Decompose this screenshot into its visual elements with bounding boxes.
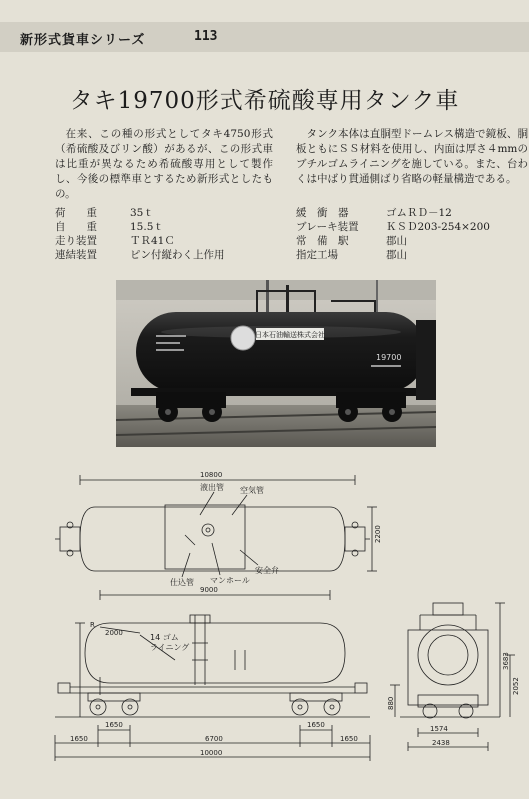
dim-height-coupler: 880 [387, 696, 395, 710]
intro-left-text: 在来、この種の形式としてタキ4750形式（希硫酸及びリン酸）があるが、この形式車は比重が異なるため希硫酸専用として製作し、今後の標準車とするため新形式としたもの。 [55, 128, 273, 200]
series-title: 新形式貨車シリーズ [20, 33, 146, 48]
intro-left-column [55, 127, 273, 202]
spec-row [296, 248, 490, 262]
label-air-pipe: 空気管 [240, 486, 264, 495]
intro-right-column [296, 127, 528, 187]
dim-overall-length: 10800 [200, 471, 223, 479]
photo-tank-number: 19700 [376, 353, 402, 362]
tank-car-photo-image [116, 280, 436, 447]
intro-right-text: タンク本体は直胴型ドームレス構造で鏡板、胴板ともにＳＳ材料を使用し、内面は厚さ４mmのブチルゴムライニングを施している。また、台わくは中ばり貫通側ばり省略の軽量構造である。 [296, 128, 528, 185]
spec-key: 常 備 駅 [296, 235, 349, 247]
article-title: タキ19700形式希硫酸専用タンク車 [69, 88, 460, 114]
spec-row [55, 220, 225, 234]
dim-end-left: 1650 [70, 735, 88, 743]
dim-front-width-2: 2438 [432, 739, 450, 747]
spec-row [296, 234, 490, 248]
dim-tank-length: 9000 [200, 586, 218, 594]
spec-value: 郡山 [386, 249, 407, 261]
dim-end-right: 1650 [340, 735, 358, 743]
spec-row [55, 234, 225, 248]
dim-tank-radius: 2000 [105, 629, 123, 637]
label-rubber-lining-1: 14 ゴム [150, 633, 179, 642]
label-filling-pipe: 仕込管 [170, 578, 194, 587]
spec-value: ＴＲ41Ｃ [130, 235, 175, 247]
spec-value: ピン付縦わく上作用 [130, 249, 225, 261]
dim-bogie-wb-right: 1650 [307, 721, 325, 729]
dim-plan-width: 2200 [374, 525, 382, 543]
spec-key: 緩 衝 器 [296, 207, 349, 219]
spec-value: 35ｔ [130, 207, 154, 219]
spec-key: 指定工場 [296, 249, 338, 261]
technical-drawing [0, 455, 529, 785]
spec-key: ブレーキ装置 [296, 221, 359, 233]
dim-bogie-wb-left: 1650 [105, 721, 123, 729]
spec-key: 自 重 [55, 221, 97, 233]
spec-value: 郡山 [386, 235, 407, 247]
spec-row [55, 248, 225, 262]
spec-key: 荷 重 [55, 207, 97, 219]
label-liquid-outlet: 液出管 [200, 483, 224, 492]
spec-key: 走り装置 [55, 235, 97, 247]
page-number: 113 [194, 29, 218, 44]
spec-value: ＫＳＤ203-254×200 [386, 221, 490, 233]
dim-r-label: R [90, 621, 95, 629]
dim-total-length: 10000 [200, 749, 223, 757]
photo-company-name: 日本石油輸送株式会社 [255, 331, 325, 339]
label-manhole: マンホール [210, 576, 250, 585]
spec-row [55, 206, 225, 220]
spec-key: 連結装置 [55, 249, 97, 261]
dim-height-center: 2052 [512, 677, 520, 695]
spec-row [296, 206, 490, 220]
label-safety-valve: 安全弁 [255, 566, 279, 575]
label-rubber-lining-2: ライニング [150, 643, 190, 652]
spec-value: 15.5ｔ [130, 221, 164, 233]
spec-list-right [296, 206, 490, 262]
spec-row [296, 220, 490, 234]
dim-height-total: 3683 [502, 652, 510, 670]
spec-value: ゴムＲＤ－12 [386, 207, 452, 219]
dim-center-distance: 6700 [205, 735, 223, 743]
dim-front-width-1: 1574 [430, 725, 448, 733]
spec-list-left [55, 206, 225, 262]
tank-car-photo [116, 280, 436, 447]
